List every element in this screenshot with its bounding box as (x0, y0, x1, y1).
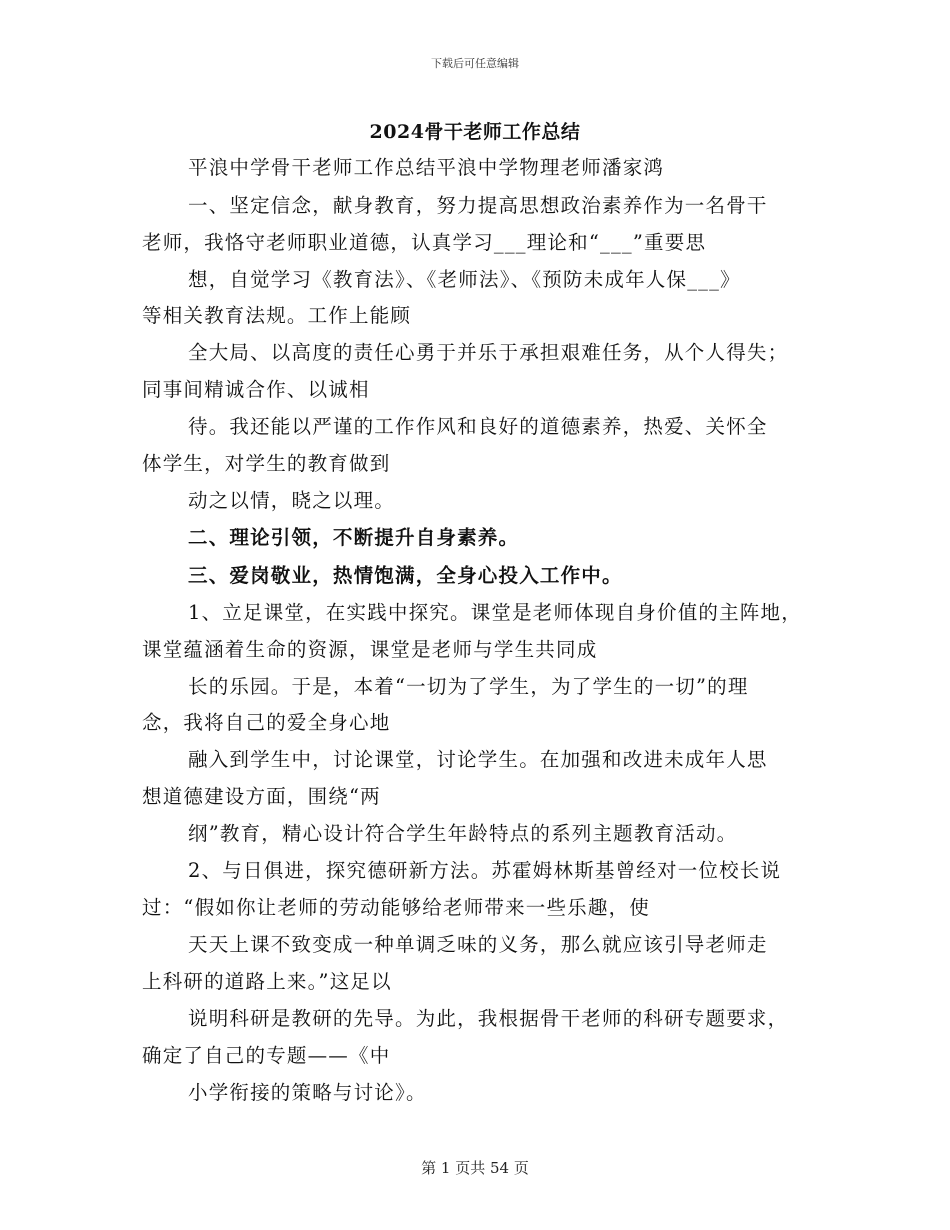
text-line: 上科研的道路上来。”这足以 (142, 970, 392, 993)
text-line: 过：“假如你让老师的劳动能够给老师带来一些乐趣，使 (142, 896, 650, 919)
text-line: 念，我将自己的爱全身心地 (142, 711, 391, 734)
text-line: 平浪中学骨干老师工作总结平浪中学物理老师潘家鸿 (188, 156, 665, 179)
text-line: 体学生，对学生的教育做到 (142, 452, 391, 475)
text-line: 小学衔接的策略与讨论》。 (188, 1081, 427, 1104)
text-line: 同事间精诚合作、以诚相 (142, 378, 370, 401)
text-line: 融入到学生中，讨论课堂，讨论学生。在加强和改进未成年人思 (188, 748, 768, 771)
text-line: 动之以情，晓之以理。 (188, 489, 396, 512)
text-line: 想道德建设方面，围绕“两 (142, 785, 381, 808)
text-line: 纲”教育，精心设计符合学生年龄特点的系列主题教育活动。 (188, 822, 738, 845)
text-line: 等相关教育法规。工作上能顾 (142, 304, 412, 327)
page-footer: 第 1 页共 54 页 (421, 1159, 529, 1177)
text-line: 老师，我恪守老师职业道德，认真学习___理论和“___”重要思 (142, 231, 707, 254)
text-line: 确定了自己的专题——《中 (142, 1044, 391, 1067)
section-heading: 二、理论引领，不断提升自身素养。 (188, 526, 520, 549)
page-header: 下载后可任意编辑 (431, 57, 519, 70)
text-line: 课堂蕴涵着生命的资源，课堂是老师与学生共同成 (142, 638, 598, 661)
text-line: 一、坚定信念，献身教育，努力提高思想政治素养作为一名骨干 (188, 194, 768, 217)
document-title: 2024骨干老师工作总结 (369, 121, 581, 143)
text-line: 全大局、以高度的责任心勇于并乐于承担艰难任务，从个人得失； (188, 341, 789, 364)
text-line: 长的乐园。于是，本着“一切为了学生，为了学生的一切”的理 (188, 675, 749, 698)
text-line: 说明科研是教研的先导。为此，我根据骨干老师的科研专题要求， (188, 1007, 789, 1030)
text-line: 想，自觉学习《教育法》、《老师法》、《预防未成年人保___》 (188, 268, 741, 291)
text-line: 1、立足课堂，在实践中探究。课堂是老师体现自身价值的主阵地， (188, 601, 802, 624)
section-heading: 三、爱岗敬业，热情饱满，全身心投入工作中。 (188, 564, 623, 587)
text-line: 待。我还能以严谨的工作作风和良好的道德素养，热爱、关怀全 (188, 415, 768, 438)
text-line: 2、与日俱进，探究德研新方法。苏霍姆林斯基曾经对一位校长说 (188, 859, 782, 882)
text-line: 天天上课不致变成一种单调乏味的义务，那么就应该引导老师走 (188, 933, 768, 956)
